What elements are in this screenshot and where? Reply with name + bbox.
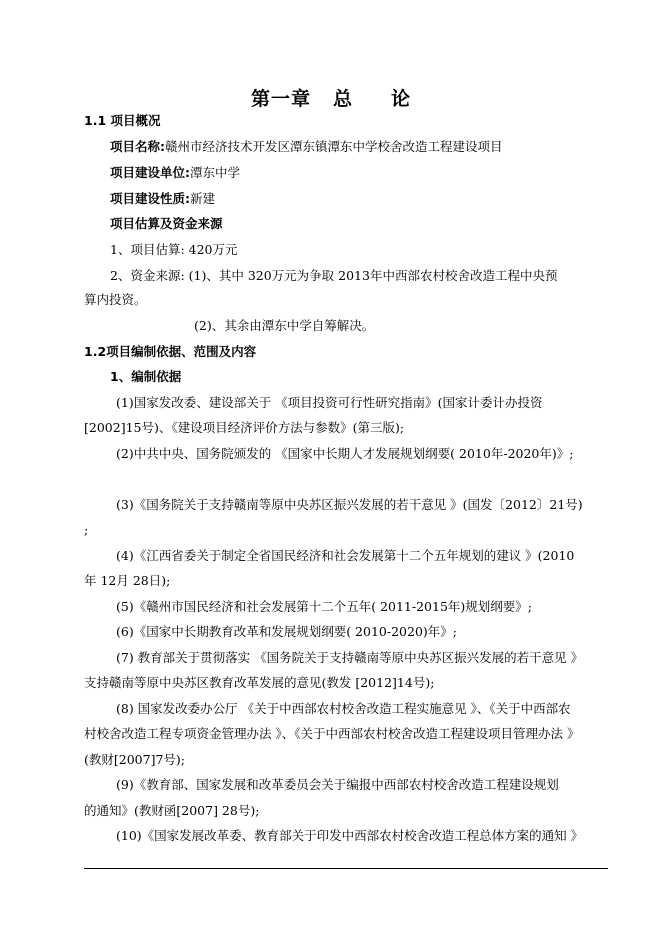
basis-item-1-line1: (1)国家发改委、建设部关于 《项目投资可行性研究指南》(国家计委计办投资 [116, 395, 543, 410]
basis-item-3-line1: (3)《国务院关于支持赣南等原中央苏区振兴发展的若干意见 》(国发〔2012〕21号) [116, 497, 583, 512]
basis-item-9-line2: 的通知》(教财函[2007] 28号); [84, 803, 260, 818]
project-nature-label: 项目建设性质: [110, 191, 190, 206]
basis-item-3-line2: ; [84, 522, 89, 537]
section-heading-1-1: 1.1 项目概况 [84, 113, 161, 128]
funding-source-line2: 算内投资。 [84, 292, 147, 307]
project-nature-line [110, 191, 215, 207]
section-heading-1-2: 1.2项目编制依据、范围及内容 [84, 344, 257, 359]
basis-item-8-line2: 村校舍改造工程专项资金管理办法 》、《关于中西部农村校舍改造工程建设项目管理办法 》 [84, 726, 580, 741]
chapter-title-word1: 总 [332, 88, 353, 110]
funding-source-line1: 2、资金来源: (1)、其中 320万元为争取 2013年中西部农村校舍改造工程中央预 [110, 268, 558, 283]
chapter-title [0, 84, 662, 111]
project-name-line [110, 139, 503, 155]
basis-item-8-line1: (8) 国家发改委办公厅 《关于中西部农村校舍改造工程实施意见 》、《关于中西部农 [116, 701, 571, 716]
basis-heading: 1、编制依据 [110, 369, 182, 384]
project-nature-value: 新建 [190, 191, 216, 206]
project-unit-line [110, 165, 240, 181]
basis-item-1-line2: [2002]15号)、《建设项目经济评价方法与参数》(第三版); [84, 420, 405, 435]
project-unit-value: 潭东中学 [190, 165, 241, 180]
project-unit-label: 项目建设单位: [110, 165, 190, 180]
funding-heading: 项目估算及资金来源 [110, 216, 223, 231]
basis-item-4-line2: 年 12月 28日); [84, 573, 171, 588]
basis-item-4-line1: (4)《江西省委关于制定全省国民经济和社会发展第十二个五年规划的建议 》(2010 [116, 548, 575, 563]
basis-item-2: (2)中共中央、国务院颁发的 《国家中长期人才发展规划纲要( 2010年-2020年)》; [116, 446, 574, 461]
project-name-value: 赣州市经济技术开发区潭东镇潭东中学校舍改造工程建设项目 [165, 139, 503, 154]
basis-item-10: (10)《国家发展改革委、教育部关于印发中西部农村校舍改造工程总体方案的通知 》 [116, 828, 584, 843]
chapter-title-word2: 论 [391, 88, 412, 110]
basis-item-7-line1: (7) 教育部关于贯彻落实 《国务院关于支持赣南等原中央苏区振兴发展的若干意见 》 [116, 650, 584, 665]
project-estimate: 1、项目估算: 420万元 [110, 242, 238, 257]
footer-rule [84, 868, 608, 869]
chapter-title-number: 第一章 [250, 88, 311, 110]
basis-item-9-line1: (9)《教育部、国家发展和改革委员会关于编报中西部农村校舍改造工程建设规划 [116, 777, 559, 792]
basis-item-6: (6)《国家中长期教育改革和发展规划纲要( 2010-2020)年》; [116, 624, 457, 639]
basis-item-8-line3: (教财[2007]7号); [84, 752, 185, 767]
basis-item-5: (5)《赣州市国民经济和社会发展第十二个五年( 2011-2015年)规划纲要》; [116, 599, 532, 614]
basis-item-7-line2: 支持赣南等原中央苏区教育改革发展的意见(教发 [2012]14号); [84, 675, 435, 690]
funding-source-line3: (2)、其余由潭东中学自筹解决。 [194, 318, 375, 333]
project-name-label: 项目名称: [110, 139, 165, 154]
